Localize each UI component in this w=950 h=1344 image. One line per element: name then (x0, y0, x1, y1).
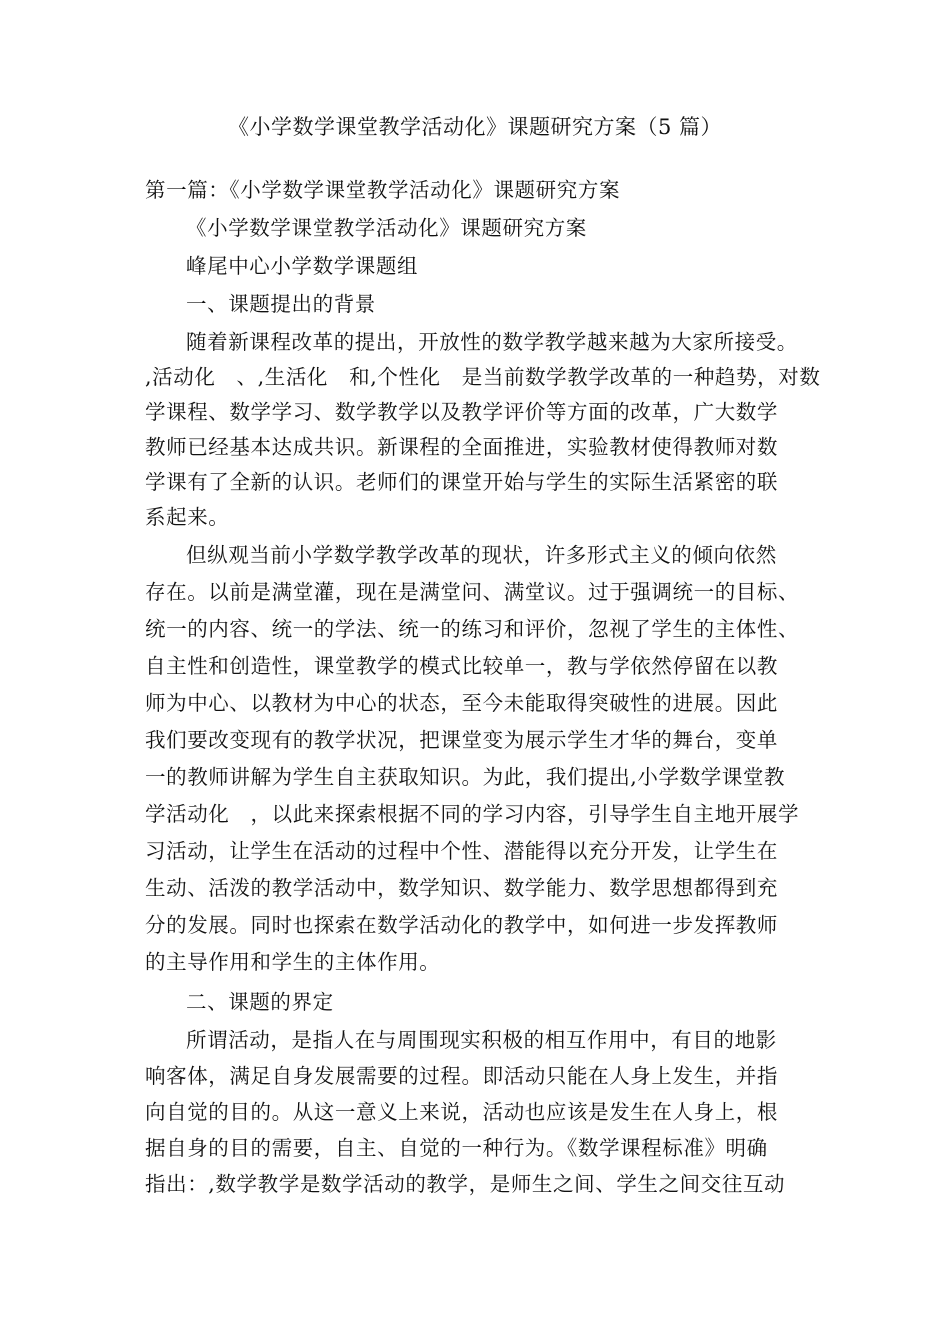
paragraph-line: 学课有了全新的认识。老师们的课堂开始与学生的实际生活紧密的联 (145, 470, 778, 494)
document-title: 《小学数学课堂教学活动化》课题研究方案（5 篇） (227, 115, 723, 139)
paragraph-line: 的主导作用和学生的主体作用。 (145, 950, 441, 974)
paragraph-line: 随着新课程改革的提出，开放性的数学教学越来越为大家所接受。 (186, 330, 798, 354)
paragraph-line: 统一的内容、统一的学法、统一的练习和评价，忽视了学生的主体性、 (145, 617, 800, 641)
paragraph-line: 学课程、数学学习、数学教学以及教学评价等方面的改革，广大数学 (145, 400, 778, 424)
paragraph-line: 据自身的目的需要，自主、自觉的一种行为。《数学课程标准》明确 (145, 1136, 768, 1160)
author-group: 峰尾中心小学数学课题组 (186, 254, 419, 278)
paragraph-line: 一的教师讲解为学生自主获取知识。为此，我们提出,小学数学课堂教 (145, 765, 786, 789)
paragraph-line: 向自觉的目的。从这一意义上来说，活动也应该是发生在人身上，根 (145, 1100, 778, 1124)
paragraph-line: 教师已经基本达成共识。新课程的全面推进，实验教材使得教师对数 (145, 435, 778, 459)
paragraph-line: 生动、活泼的教学活动中，数学知识、数学能力、数学思想都得到充 (145, 876, 778, 900)
section-heading-background: 一、课题提出的背景 (186, 292, 376, 316)
paragraph-line: 我们要改变现有的教学状况，把课堂变为展示学生才华的舞台，变单 (145, 728, 778, 752)
paragraph-line: 自主性和创造性，课堂教学的模式比较单一，教与学依然停留在以教 (145, 654, 778, 678)
paragraph-line: 学活动化 ，以此来探索根据不同的学习内容，引导学生自主地开展学 (145, 802, 800, 826)
paragraph-line: 系起来。 (145, 505, 230, 529)
paragraph-line: 所谓活动，是指人在与周围现实积极的相互作用中，有目的地影 (186, 1028, 777, 1052)
paragraph-line: 习活动，让学生在活动的过程中个性、潜能得以充分开发，让学生在 (145, 839, 778, 863)
paragraph-line: 但纵观当前小学数学教学改革的现状，许多形式主义的倾向依然 (186, 543, 777, 567)
paragraph-line: 师为中心、以教材为中心的状态，至今未能取得突破性的进展。因此 (145, 691, 778, 715)
paragraph-line: ,活动化 、,生活化 和,个性化 是当前数学教学改革的一种趋势，对数 (145, 365, 821, 389)
paragraph-line: 存在。以前是满堂灌，现在是满堂问、满堂议。过于强调统一的目标、 (145, 580, 800, 604)
chapter-heading: 第一篇：《小学数学课堂教学活动化》课题研究方案 (145, 178, 621, 202)
section-heading-definition: 二、课题的界定 (186, 990, 334, 1014)
paragraph-line: 分的发展。同时也探索在数学活动化的教学中，如何进一步发挥教师 (145, 913, 778, 937)
subtitle: 《小学数学课堂教学活动化》课题研究方案 (186, 216, 587, 240)
paragraph-line: 指出：,数学教学是数学活动的教学，是师生之间、学生之间交往互动 (145, 1172, 786, 1196)
paragraph-line: 响客体，满足自身发展需要的过程。即活动只能在人身上发生，并指 (145, 1064, 778, 1088)
